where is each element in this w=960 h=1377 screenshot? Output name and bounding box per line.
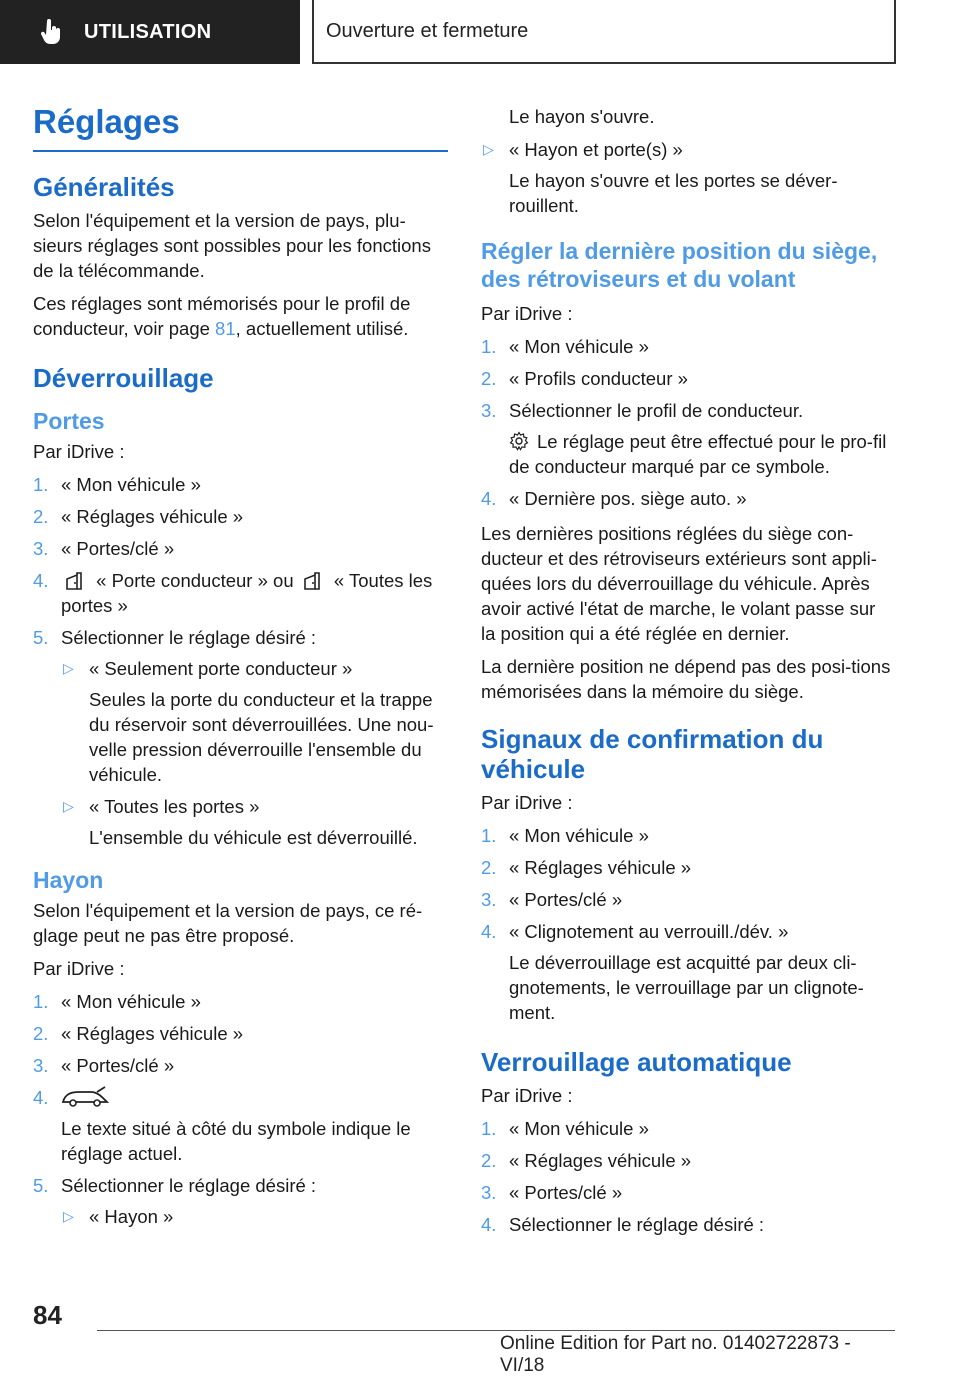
chapter-label: Ouverture et fermeture: [326, 19, 529, 42]
list-item: 4. « Dernière pos. siège auto. »: [481, 488, 747, 509]
heading-derniere-position: Régler la dernière position du siège, des rétroviseurs et du volant: [481, 238, 878, 292]
triangle-bullet-icon: ▷: [63, 660, 74, 676]
option-list: [481, 104, 891, 218]
list-item: 2. « Profils conducteur »: [481, 368, 688, 389]
list-item: 1. « Mon véhicule »: [481, 336, 649, 357]
paragraph: Par iDrive :: [481, 1085, 573, 1106]
steps-list: [481, 1116, 891, 1237]
list-item: 2. « Réglages véhicule »: [481, 857, 692, 878]
left-column: [33, 100, 448, 1239]
list-item: 3. « Portes/clé »: [33, 1055, 175, 1076]
doors-icon: [303, 571, 321, 591]
option-item: ▷ « Hayon »: [63, 1206, 174, 1227]
option-list: [61, 1204, 448, 1229]
title-rule: [33, 150, 448, 152]
list-item: 4. « Clignotement au verrouill./dév. » Le déverrouillage est acquitté par deux cli-gnotements, le verrouillage par un clignote-ment.: [481, 921, 864, 1023]
option-item: Le hayon s'ouvre.: [509, 106, 655, 127]
list-item: 3. « Portes/clé »: [33, 538, 175, 559]
gear-icon: [509, 431, 529, 451]
list-item: 5. Sélectionner le réglage désiré : ▷ « Seulement porte conducteur » Seules la porte du conducteur et la trappe du réservoir sont déverrouillées. Une nou-velle pression déverrouille l'ensemble du véhicule. ▷ « Toutes les portes » L'ensemble du véhicule est déverrouillé.: [33, 625, 448, 850]
paragraph: Selon l'équipement et la version de pays, ce ré-glage peut ne pas être proposé.: [33, 900, 423, 946]
paragraph: Ces réglages sont mémorisés pour le profil de conducteur, voir page 81, actuellement utilisé.: [33, 293, 411, 339]
paragraph: Par iDrive :: [481, 792, 573, 813]
right-column: [481, 104, 891, 1247]
page-link[interactable]: 81: [215, 318, 236, 339]
list-item: 1. « Mon véhicule »: [33, 991, 201, 1012]
heading-portes: Portes: [33, 408, 105, 434]
triangle-bullet-icon: ▷: [483, 141, 494, 157]
paragraph: Par iDrive :: [481, 303, 573, 324]
option-item: ▷ « Toutes les portes » L'ensemble du véhicule est déverrouillé.: [63, 796, 418, 848]
hand-pointer-icon: [40, 19, 62, 45]
list-item: 5. Sélectionner le réglage désiré : ▷ « Hayon »: [33, 1173, 448, 1229]
list-item: 3. « Portes/clé »: [481, 889, 623, 910]
heading-deverrouillage: Déverrouillage: [33, 363, 214, 393]
steps-list: [481, 823, 891, 1025]
list-item: 2. « Réglages véhicule »: [33, 1023, 244, 1044]
footer-rule: [97, 1330, 895, 1331]
paragraph: Par iDrive :: [33, 441, 125, 462]
paragraph: La dernière position ne dépend pas des posi-tions mémorisées dans la mémoire du siège.: [481, 656, 891, 702]
chapter-tab: [312, 0, 896, 64]
option-list: [61, 656, 448, 850]
page-title: Réglages: [33, 103, 180, 140]
list-item: 3. « Portes/clé »: [481, 1182, 623, 1203]
section-label: UTILISATION: [84, 20, 212, 43]
steps-list: [33, 472, 448, 850]
heading-generalites: Généralités: [33, 172, 175, 202]
triangle-bullet-icon: ▷: [63, 798, 74, 814]
option-item: ▷ « Hayon et porte(s) » Le hayon s'ouvre et les portes se déver-rouillent.: [483, 139, 838, 216]
paragraph: Par iDrive :: [33, 958, 125, 979]
list-item: 1. « Mon véhicule »: [481, 1118, 649, 1139]
section-tab: [0, 0, 300, 64]
heading-verrouillage-auto: Verrouillage automatique: [481, 1047, 792, 1077]
paragraph: Les dernières positions réglées du siège con-ducteur et des rétroviseurs extérieurs sont appli-quées lors du déverrouillage du véhicule. Après avoir activé l'état de marche, le volant passe sur la position qui a été réglée en dernier.: [481, 523, 877, 644]
list-item: 1. « Mon véhicule »: [33, 474, 201, 495]
list-item: 4. Sélectionner le réglage désiré :: [481, 1214, 765, 1235]
list-item: 3. Sélectionner le profil de conducteur. Le réglage peut être effectué pour le pro-fil de conducteur marqué par ce symbole.: [481, 400, 887, 477]
car-tailgate-icon: [61, 1086, 109, 1108]
paragraph: Selon l'équipement et la version de pays, plu-sieurs réglages sont possibles pour les fonctions de la télécommande.: [33, 210, 431, 281]
door-icon: [65, 571, 83, 591]
option-item: ▷ « Seulement porte conducteur » Seules la porte du conducteur et la trappe du réservoir sont déverrouillées. Une nou-velle pression déverrouille l'ensemble du véhicule.: [63, 658, 434, 785]
list-item: 1. « Mon véhicule »: [481, 825, 649, 846]
list-item: 4. « Porte conducteur » ou « Toutes les portes »: [33, 570, 433, 616]
edition-text: Online Edition for Part no. 01402722873 - VI/18: [500, 1333, 851, 1376]
steps-list: [481, 334, 891, 511]
triangle-bullet-icon: ▷: [63, 1208, 74, 1224]
page-number: 84: [33, 1300, 62, 1330]
list-item: 2. « Réglages véhicule »: [481, 1150, 692, 1171]
list-item: 2. « Réglages véhicule »: [33, 506, 244, 527]
steps-list: [33, 989, 448, 1229]
page-header: [0, 0, 960, 66]
heading-signaux: Signaux de confirmation du véhicule: [481, 724, 824, 784]
list-item: 4. Le texte situé à côté du symbole indique le réglage actuel.: [33, 1087, 411, 1164]
heading-hayon: Hayon: [33, 867, 104, 893]
